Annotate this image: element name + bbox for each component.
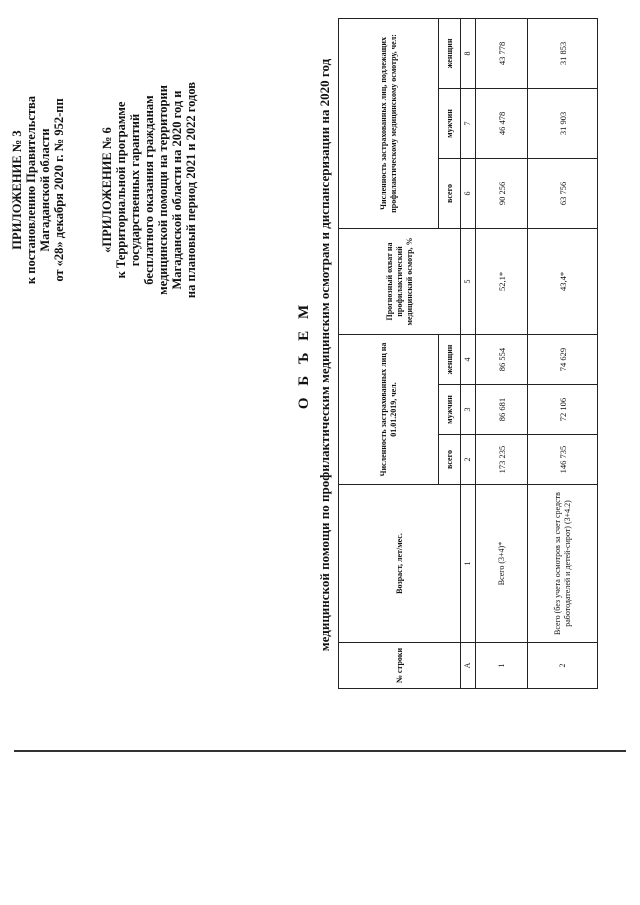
subheader-total: всего — [439, 435, 461, 485]
cell-row-number: 2 — [528, 643, 598, 689]
header-row-number: № строки — [339, 643, 461, 689]
cell-age: Всего (без учета осмотров за счет средств работодателей и детей-сирот) (3+4.2) — [528, 485, 598, 643]
column-number: 4 — [461, 334, 476, 384]
cell-subject-men: 46 478 — [476, 88, 528, 158]
subheader-total: всего — [439, 158, 461, 228]
table-row — [528, 18, 598, 688]
column-number: 2 — [461, 435, 476, 485]
table-header-row — [339, 18, 439, 688]
appendix-6-title: «ПРИЛОЖЕНИЕ № 6 — [100, 127, 114, 253]
header-forecast: Прогнозный охват на профилактический медицинский осмотр, % — [339, 228, 461, 334]
subheader-women: женщин — [439, 334, 461, 384]
cell-subject-total: 90 256 — [476, 158, 528, 228]
subheader-men: мужчин — [439, 88, 461, 158]
column-number: 1 — [461, 485, 476, 643]
cell-total: 173 235 — [476, 435, 528, 485]
column-number-row — [461, 18, 476, 688]
column-number: А — [461, 643, 476, 689]
header-subject-group: Численность застрахованных лиц, подлежащих профилактическому медицинскому осмотру, чел: — [339, 18, 439, 228]
header-insured-group: Численность застрахованных лиц на 01.01.2019, чел. — [339, 334, 439, 484]
appendix-3-title: ПРИЛОЖЕНИЕ № 3 — [10, 130, 24, 250]
cell-total: 146 735 — [528, 435, 598, 485]
page-divider-line — [14, 750, 626, 752]
appendix-6-line: к Территориальной программе — [114, 101, 128, 279]
column-number: 3 — [461, 385, 476, 435]
appendix-3-line: к постановлению Правительства — [24, 95, 38, 285]
appendix-3-line: Магаданской области — [38, 128, 52, 252]
appendix-6-line: медицинской помощи на территории — [156, 85, 170, 295]
cell-men: 72 106 — [528, 385, 598, 435]
column-number: 8 — [461, 18, 476, 88]
cell-women: 86 554 — [476, 334, 528, 384]
cell-subject-women: 31 853 — [528, 18, 598, 88]
column-number: 7 — [461, 88, 476, 158]
appendix-3-header — [10, 5, 66, 375]
cell-forecast: 52,1* — [476, 228, 528, 334]
cell-subject-total: 63 756 — [528, 158, 598, 228]
appendix-6-line: государственных гарантий — [128, 113, 142, 267]
cell-forecast: 43,4* — [528, 228, 598, 334]
volume-table — [338, 18, 598, 689]
header-age: Возраст, лет/мес. — [339, 485, 461, 643]
appendix-6-line: Магаданской области на 2020 год и — [170, 90, 184, 290]
appendix-6-line: на плановый период 2021 и 2022 годов — [184, 81, 198, 299]
cell-row-number: 1 — [476, 643, 528, 689]
column-number: 6 — [461, 158, 476, 228]
document-subtitle: медицинской помощи по профилактическим медицинским осмотрам и диспансеризации на 2020 год — [317, 58, 332, 652]
document-heading: О Б Ъ Е М — [296, 300, 312, 410]
table-row — [476, 18, 528, 688]
cell-women: 74 629 — [528, 334, 598, 384]
subheader-women: женщин — [439, 18, 461, 88]
appendix-6-header — [100, 5, 198, 375]
cell-subject-women: 43 778 — [476, 18, 528, 88]
appendix-3-line: от «28» декабря 2020 г. № 952-пп — [52, 98, 66, 282]
cell-men: 86 681 — [476, 385, 528, 435]
rotated-document-page — [10, 5, 570, 705]
cell-subject-men: 31 903 — [528, 88, 598, 158]
cell-age: Всего (3+4)* — [476, 485, 528, 643]
column-number: 5 — [461, 228, 476, 334]
appendix-6-line: бесплатного оказания гражданам — [142, 95, 156, 285]
subheader-men: мужчин — [439, 385, 461, 435]
